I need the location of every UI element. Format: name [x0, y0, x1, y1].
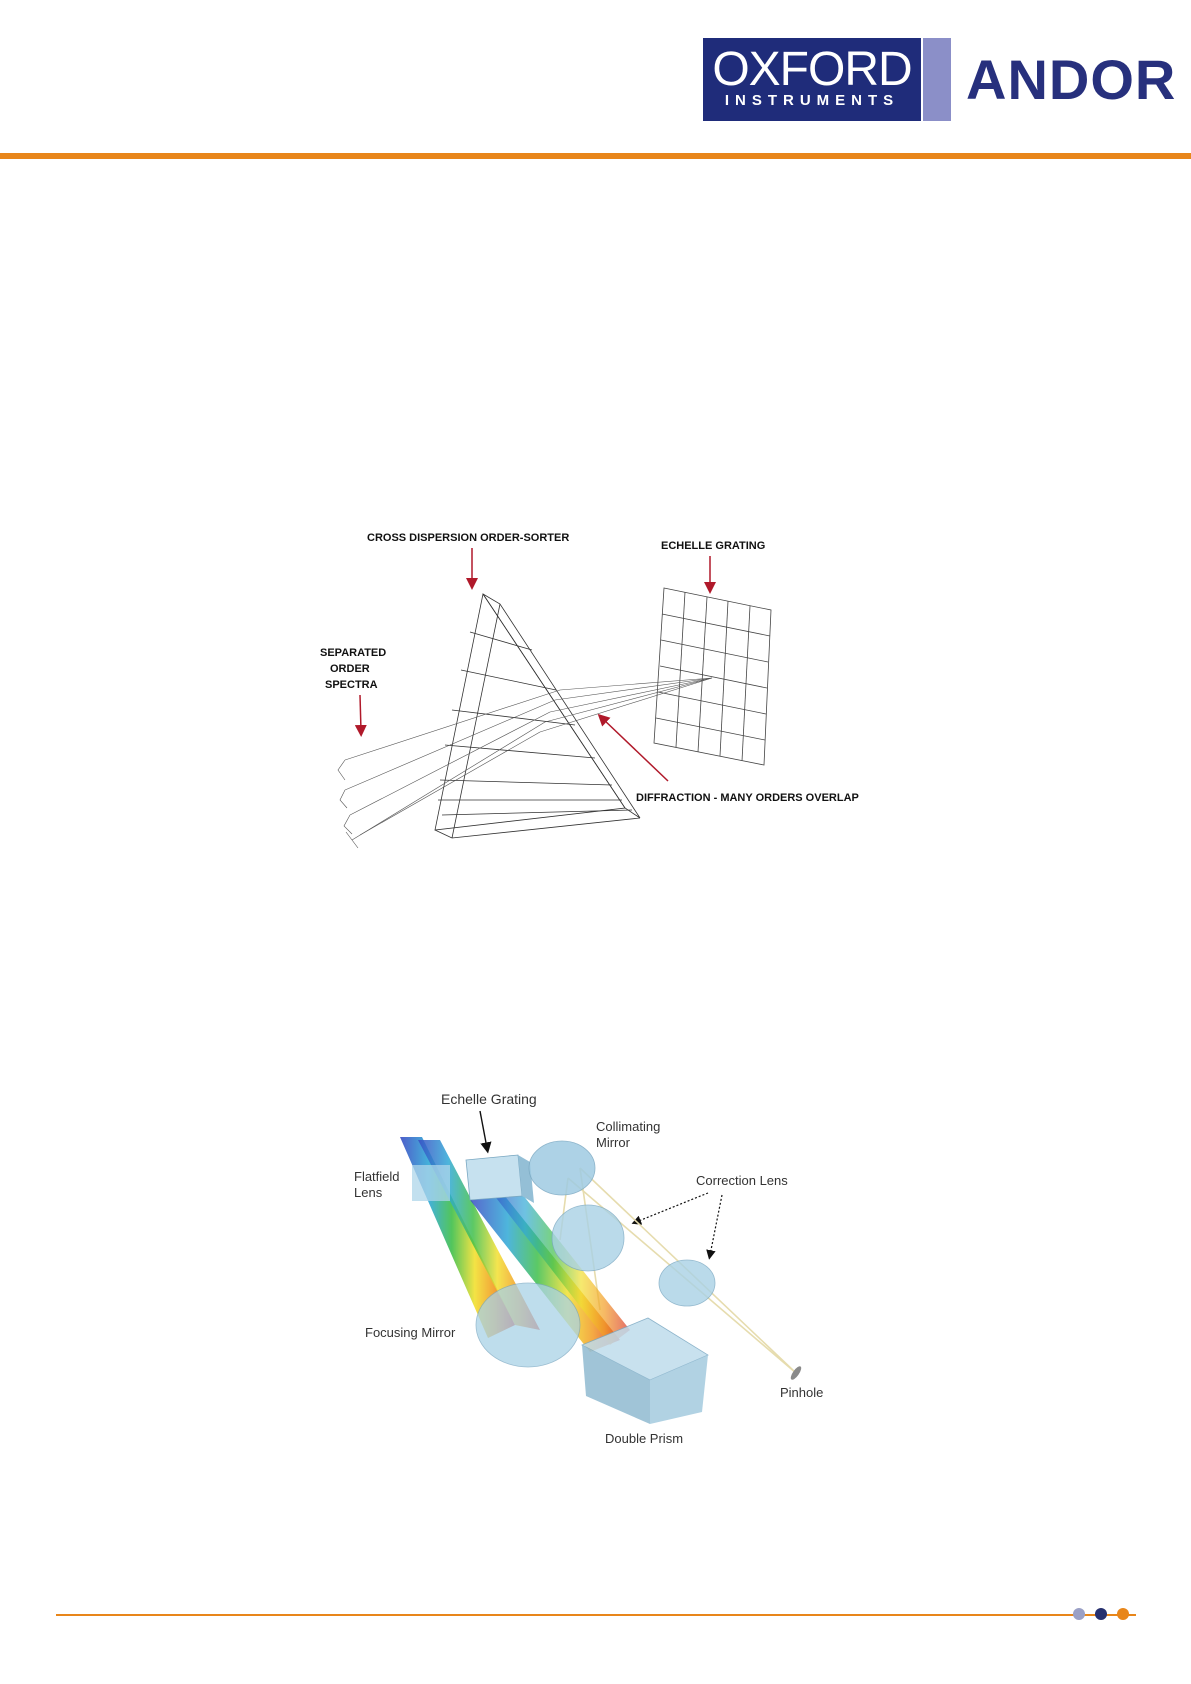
oxford-instruments-logo	[703, 38, 921, 121]
footer-dot-light	[1073, 1608, 1085, 1620]
header-rule	[0, 153, 1191, 159]
arrow-echelle	[480, 1111, 487, 1148]
cross-dispersion-prism	[435, 594, 640, 838]
oxford-logo-subtitle: INSTRUMENTS	[724, 92, 900, 109]
figure-echelle-spectrograph	[330, 1085, 840, 1450]
label-order-sorter: CROSS DISPERSION ORDER-SORTER	[367, 532, 570, 544]
flatfield-lens-shape	[412, 1165, 450, 1201]
footer-dot-navy	[1095, 1608, 1107, 1620]
label-correction-lens: Correction Lens	[696, 1173, 788, 1188]
figure-echelle-cross-dispersion	[300, 520, 860, 850]
ray-bundle	[338, 678, 712, 848]
andor-logo: ANDOR	[966, 48, 1177, 111]
label-spectra: SPECTRA	[325, 679, 378, 691]
label-focusing-mirror: Focusing Mirror	[365, 1325, 456, 1340]
correction-lens-1	[552, 1205, 624, 1271]
arrow-correction-2	[710, 1195, 722, 1255]
arrow-diffraction	[602, 718, 668, 781]
correction-lens-2	[659, 1260, 715, 1306]
echelle-grating-grid	[654, 588, 771, 765]
footer-rule	[56, 1614, 1136, 1616]
label-echelle-grating: ECHELLE GRATING	[661, 540, 766, 552]
label-collimating: Collimating	[596, 1119, 661, 1134]
label-separated: SEPARATED	[320, 647, 387, 659]
footer-dot-orange	[1117, 1608, 1129, 1620]
arrow-spectra	[360, 695, 361, 731]
label-double-prism: Double Prism	[605, 1431, 684, 1446]
label-order: ORDER	[330, 663, 370, 675]
label-mirror: Mirror	[596, 1135, 630, 1150]
logo-divider-bar	[923, 38, 951, 121]
arrow-correction-1	[636, 1193, 708, 1222]
label-lens: Lens	[354, 1185, 383, 1200]
oxford-logo-word: OXFORD	[712, 43, 912, 96]
pinhole-shape	[789, 1365, 803, 1382]
label-echelle-grating: Echelle Grating	[441, 1091, 537, 1107]
focusing-mirror-shape	[476, 1283, 580, 1367]
label-flatfield: Flatfield	[354, 1169, 400, 1184]
echelle-grating-block	[466, 1155, 534, 1203]
label-pinhole: Pinhole	[780, 1385, 824, 1400]
label-diffraction: DIFFRACTION - MANY ORDERS OVERLAP	[636, 792, 859, 804]
collimating-mirror	[529, 1141, 595, 1195]
